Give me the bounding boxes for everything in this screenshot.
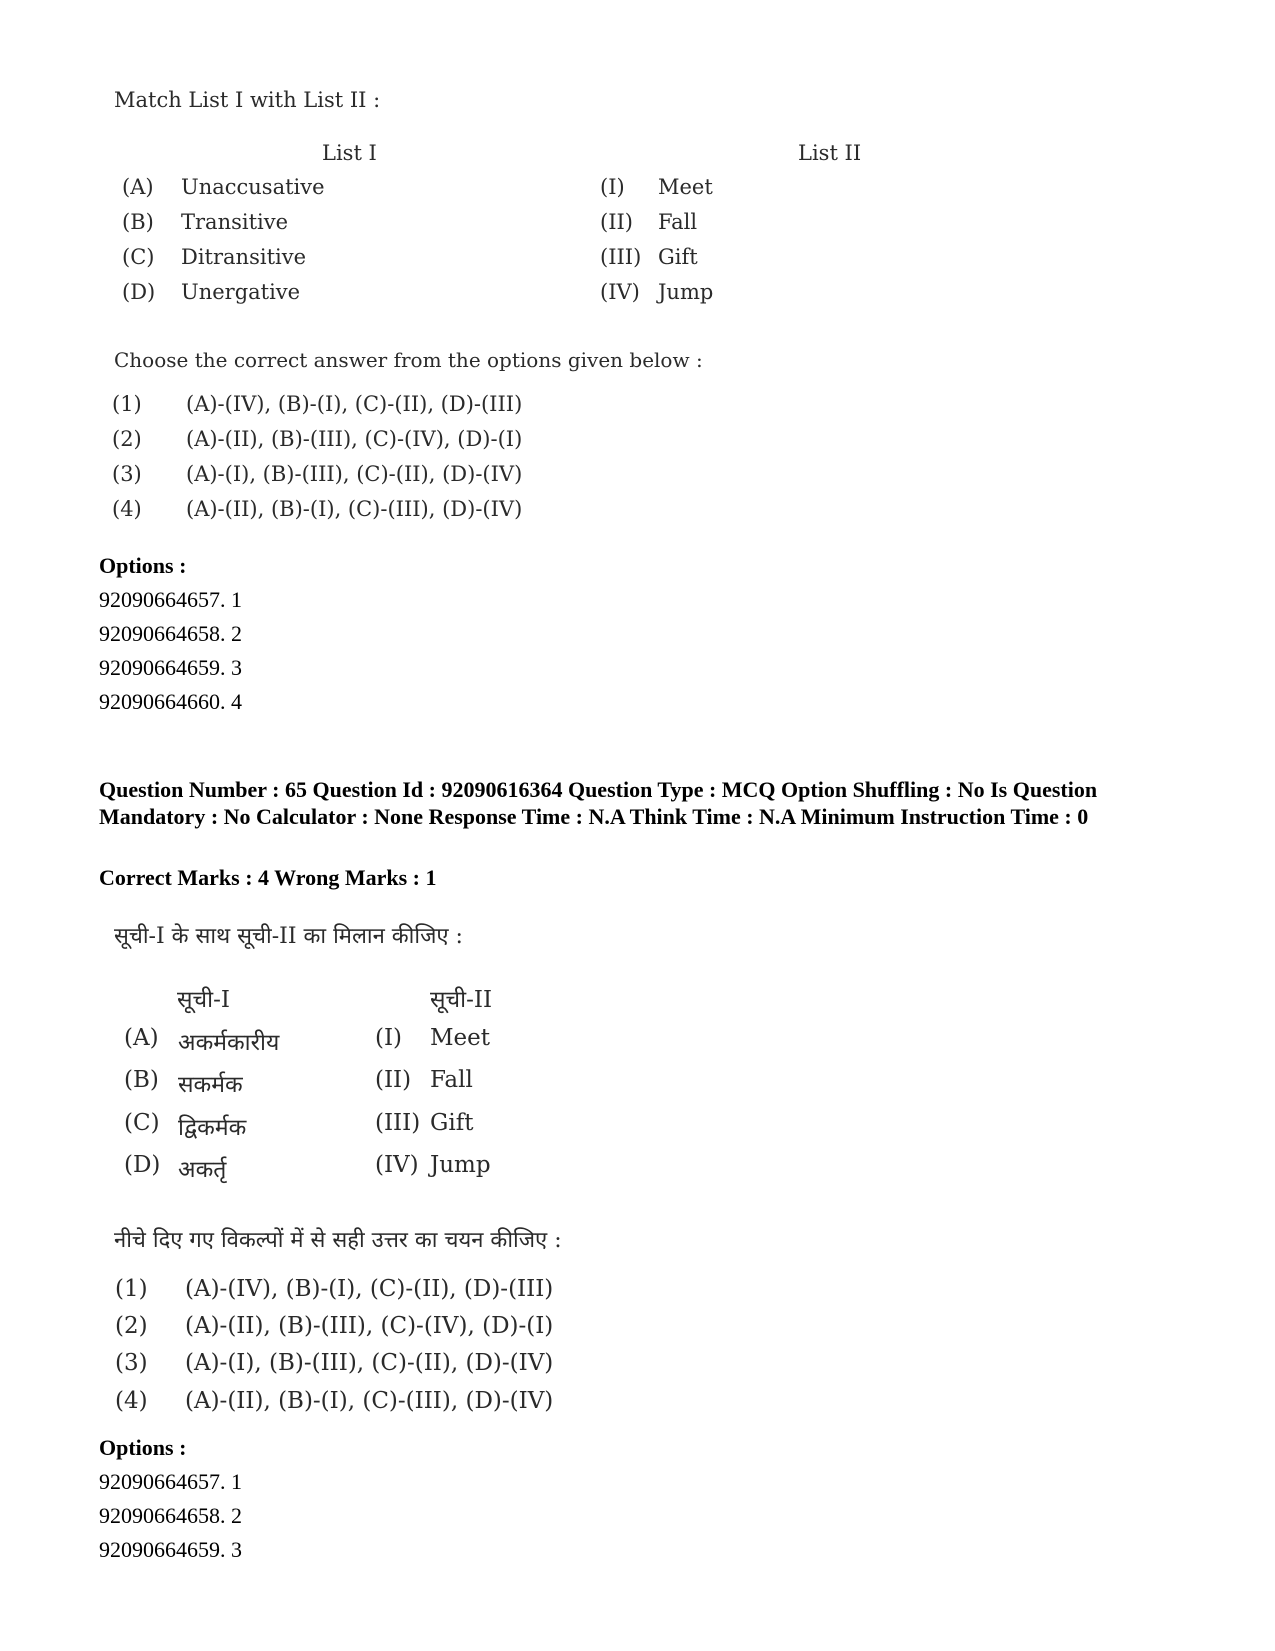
answer-number: (4)	[115, 1388, 148, 1414]
list2-key: (III)	[375, 1110, 421, 1136]
list2-value: Fall	[658, 210, 698, 234]
answer-number: (3)	[112, 462, 142, 486]
question-marks: Correct Marks : 4 Wrong Marks : 1	[99, 865, 437, 890]
answer-number: (4)	[112, 497, 142, 521]
list1-header: List I	[322, 141, 377, 165]
list1-value: सकर्मक	[178, 1072, 243, 1098]
question-meta: Question Number : 65 Question Id : 92090616364 Question Type : MCQ Option Shuffling : No Is Question Mandatory : No Calculator : None Response Time : N.A Think Time : N.A Minimum Instruction Time : 0	[99, 777, 1098, 829]
option-item: 92090664659. 3	[99, 1537, 242, 1562]
list1-key: (A)	[124, 1025, 159, 1051]
list2-key: (II)	[600, 210, 633, 234]
list2-value: Gift	[430, 1110, 474, 1136]
list1-header: सूची-I	[177, 987, 230, 1013]
list1-value: Unergative	[181, 280, 301, 304]
list2-value: Meet	[430, 1025, 491, 1051]
answer-text: (A)-(IV), (B)-(I), (C)-(II), (D)-(III)	[185, 1276, 554, 1302]
list2-key: (IV)	[600, 280, 640, 304]
option-item: 92090664659. 3	[99, 655, 242, 680]
option-item: 92090664657. 1	[99, 1469, 242, 1494]
list2-value: Fall	[430, 1067, 473, 1093]
choose-instruction: Choose the correct answer from the options given below :	[114, 348, 703, 372]
list2-value: Jump	[658, 280, 714, 304]
answer-number: (1)	[112, 392, 142, 416]
question-intro-hindi: सूची-I के साथ सूची-II का मिलान कीजिए :	[114, 924, 463, 949]
list2-key: (II)	[375, 1067, 412, 1093]
answer-text: (A)-(II), (B)-(III), (C)-(IV), (D)-(I)	[185, 1313, 554, 1339]
list2-value: Meet	[658, 175, 713, 199]
answer-text: (A)-(II), (B)-(I), (C)-(III), (D)-(IV)	[185, 1388, 554, 1414]
list1-value: Unaccusative	[181, 175, 325, 199]
answer-number: (2)	[112, 427, 142, 451]
list2-key: (I)	[600, 175, 625, 199]
list1-key: (D)	[122, 280, 156, 304]
list2-key: (IV)	[375, 1152, 419, 1178]
option-item: 92090664658. 2	[99, 1503, 242, 1528]
list1-key: (D)	[124, 1152, 161, 1178]
question-intro: Match List I with List II :	[114, 88, 381, 112]
answer-number: (2)	[115, 1313, 148, 1339]
list1-key: (B)	[122, 210, 154, 234]
list1-key: (C)	[122, 245, 155, 269]
answer-text: (A)-(I), (B)-(III), (C)-(II), (D)-(IV)	[185, 1350, 554, 1376]
answer-number: (1)	[115, 1276, 148, 1302]
answer-text: (A)-(II), (B)-(I), (C)-(III), (D)-(IV)	[186, 497, 523, 521]
list1-key: (B)	[124, 1067, 159, 1093]
list2-header: सूची-II	[430, 987, 493, 1013]
list1-key: (C)	[124, 1110, 160, 1136]
list2-value: Jump	[430, 1152, 491, 1178]
options-label: Options :	[99, 553, 187, 578]
answer-text: (A)-(IV), (B)-(I), (C)-(II), (D)-(III)	[186, 392, 523, 416]
options-label: Options :	[99, 1435, 187, 1460]
list2-header: List II	[798, 141, 862, 165]
choose-instruction-hindi: नीचे दिए गए विकल्पों में से सही उत्तर का चयन कीजिए :	[114, 1228, 562, 1253]
list2-key: (I)	[375, 1025, 403, 1051]
list1-value: द्विकर्मक	[178, 1115, 247, 1141]
list1-value: अकर्मकारीय	[178, 1030, 280, 1056]
option-item: 92090664657. 1	[99, 587, 242, 612]
list2-key: (III)	[600, 245, 642, 269]
list1-value: अकर्तृ	[178, 1157, 227, 1183]
list1-key: (A)	[122, 175, 154, 199]
list1-value: Ditransitive	[181, 245, 307, 269]
answer-text: (A)-(I), (B)-(III), (C)-(II), (D)-(IV)	[186, 462, 523, 486]
list1-value: Transitive	[181, 210, 289, 234]
option-item: 92090664658. 2	[99, 621, 242, 646]
answer-text: (A)-(II), (B)-(III), (C)-(IV), (D)-(I)	[186, 427, 523, 451]
answer-number: (3)	[115, 1350, 148, 1376]
list2-value: Gift	[658, 245, 698, 269]
option-item: 92090664660. 4	[99, 689, 242, 714]
